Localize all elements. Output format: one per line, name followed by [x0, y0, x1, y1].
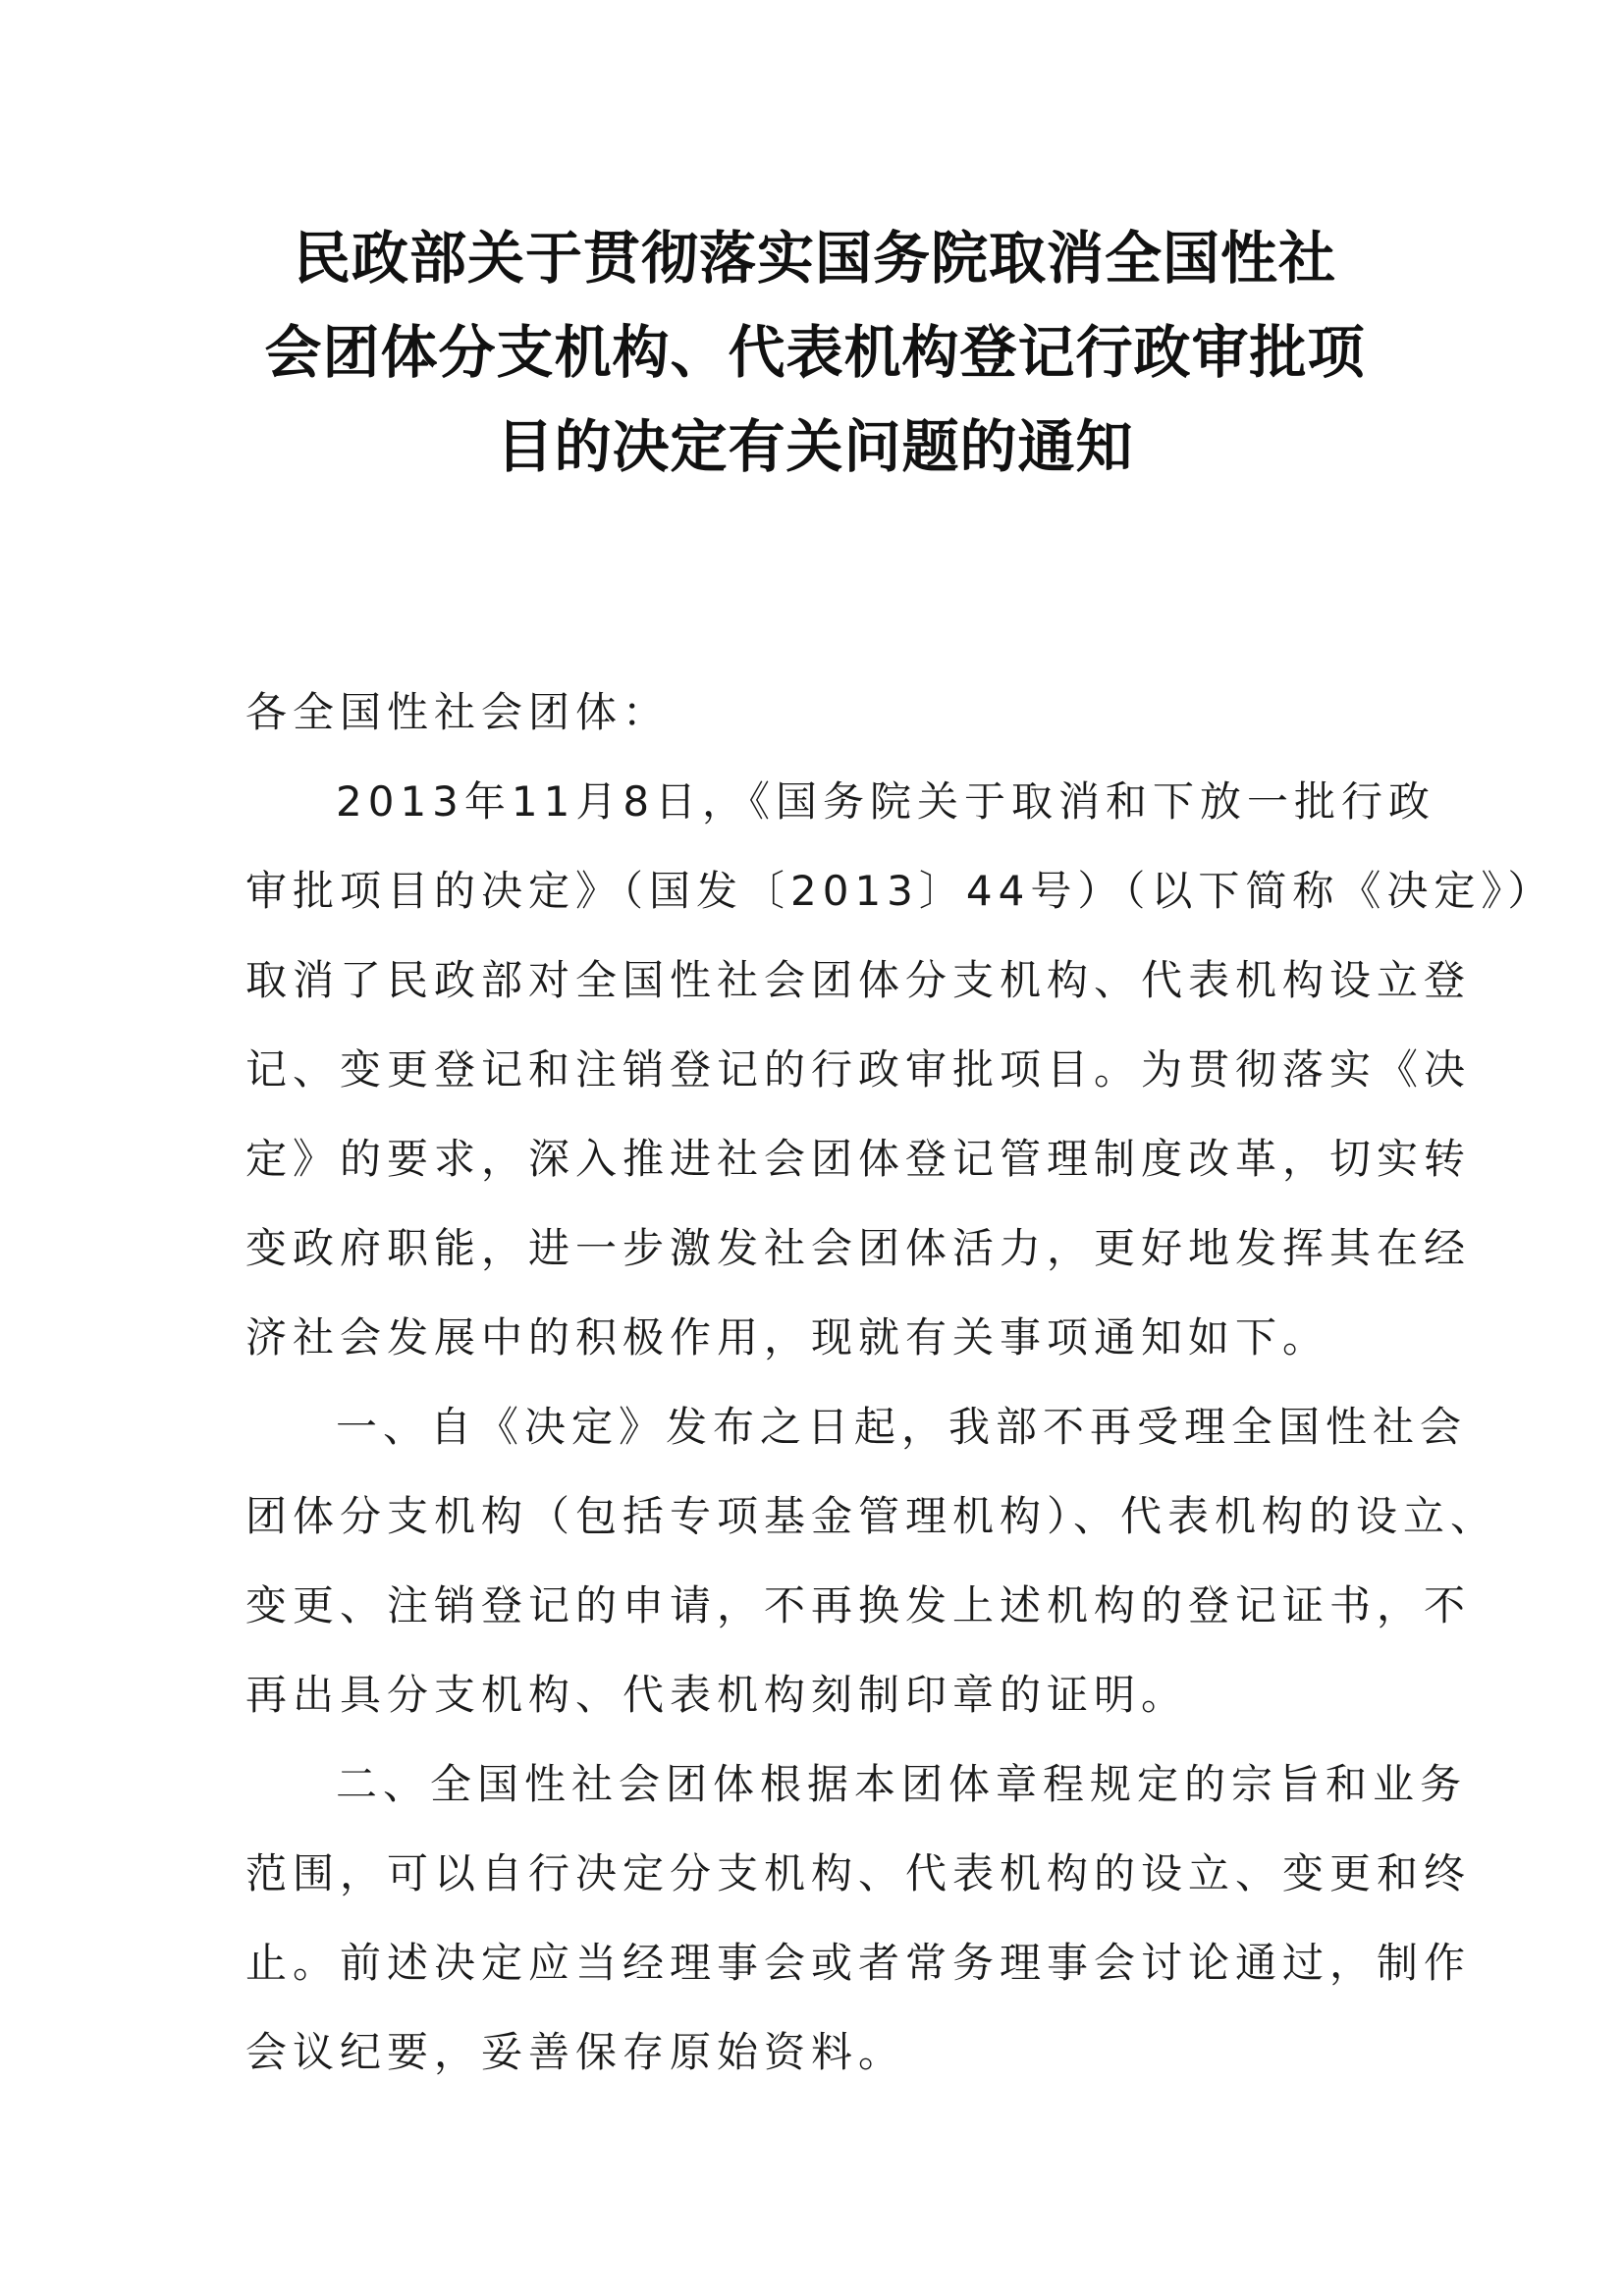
- paragraph-line: 变更、注销登记的申请，不再换发上述机构的登记证书，不: [245, 1581, 1472, 1629]
- paragraph-line: 再出具分支机构、代表机构刻制印章的证明。: [245, 1671, 1189, 1719]
- paragraph-line: 定》的要求，深入推进社会团体登记管理制度改革，切实转: [245, 1135, 1472, 1183]
- paragraph-3: [245, 1739, 1472, 2097]
- paragraph-line: 二、全国性社会团体根据本团体章程规定的宗旨和业务: [336, 1760, 1468, 1808]
- paragraph-2: [245, 1382, 1498, 1739]
- paragraph-1: [245, 757, 1555, 1382]
- paragraph-line: 止。前述决定应当经理事会或者常务理事会讨论通过，制作: [245, 1939, 1472, 1987]
- paragraph-line: 团体分支机构（包括专项基金管理机构）、代表机构的设立、: [245, 1492, 1498, 1540]
- paragraph-line: 范围，可以自行决定分支机构、代表机构的设立、变更和终: [245, 1849, 1472, 1897]
- paragraph-line: 取消了民政部对全国性社会团体分支机构、代表机构设立登: [245, 956, 1472, 1004]
- document-title: [245, 211, 1384, 494]
- paragraph-line: 记、变更登记和注销登记的行政审批项目。为贯彻落实《决: [245, 1045, 1472, 1094]
- paragraph-line: 会议纪要，妥善保存原始资料。: [245, 2028, 906, 2076]
- title-line-1: 民政部关于贯彻落实国务院取消全国性社: [293, 225, 1336, 292]
- paragraph-line: 济社会发展中的积极作用，现就有关事项通知如下。: [245, 1313, 1330, 1362]
- title-line-2: 会团体分支机构、代表机构登记行政审批项: [264, 319, 1366, 386]
- paragraph-line: 一、自《决定》发布之日起，我部不再受理全国性社会: [336, 1403, 1468, 1451]
- paragraph-line: 审批项目的决定》（国发〔2013〕44号）（以下简称《决定》）: [245, 867, 1555, 915]
- paragraph-line: 2013年11月8日，《国务院关于取消和下放一批行政: [336, 777, 1436, 826]
- salutation: 各全国性社会团体：: [245, 688, 671, 736]
- paragraph-line: 变政府职能，进一步激发社会团体活力，更好地发挥其在经: [245, 1224, 1472, 1272]
- document-body: [245, 667, 1555, 2097]
- title-line-3: 目的决定有关问题的通知: [496, 413, 1134, 480]
